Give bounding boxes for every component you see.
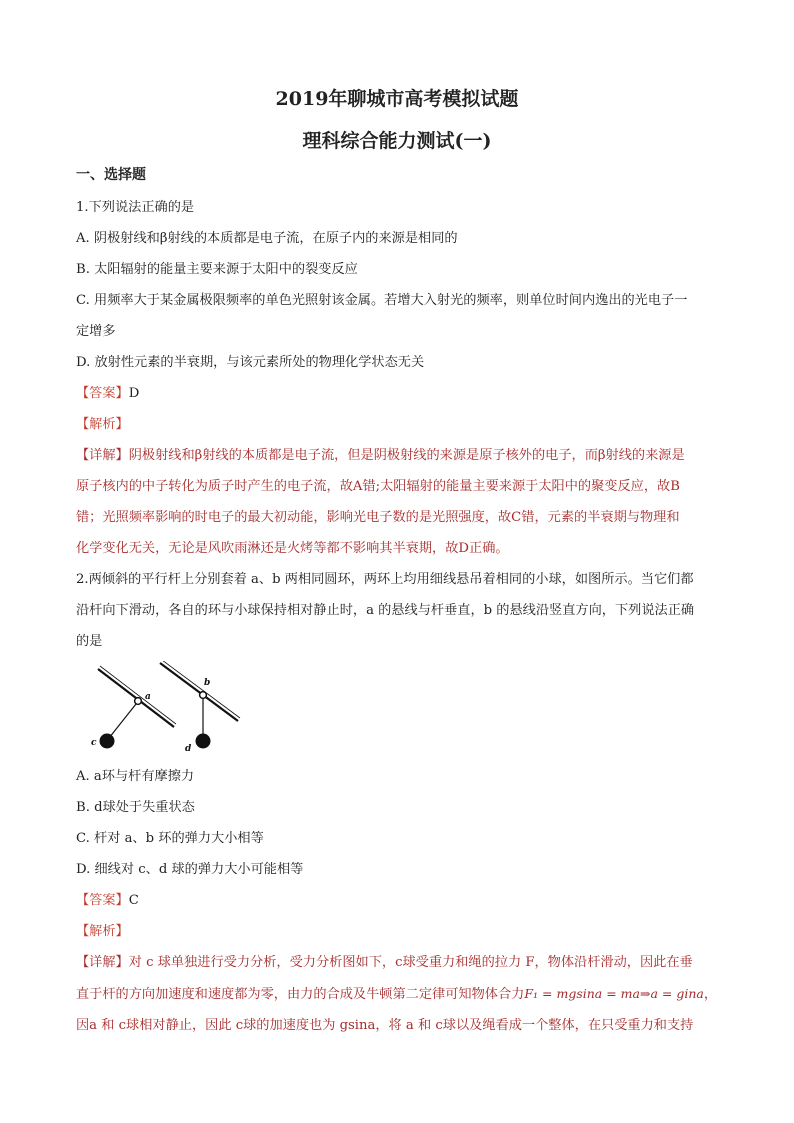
q1-answer [76, 378, 726, 409]
document-title: 2019年聊城市高考模拟试题 [275, 88, 519, 110]
q2-detail-line1: 【详解】对 c 球单独进行受力分析，受力分析图如下，c球受重力和绳的拉力 F，物体沿杆滑动，因此在垂 [76, 955, 693, 970]
q2-option-d: D. 细线对 c、d 球的弹力大小可能相等 [76, 862, 304, 877]
q2-stem-line3: 的是 [76, 634, 103, 649]
q1-stem: 1.下列说法正确的是 [76, 200, 195, 215]
q2-detail-line3: 因a 和 c球相对静止，因此 c球的加速度也为 gsina，将 a 和 c球以及绳看成一个整体，在只受重力和支持 [76, 1018, 694, 1033]
rods-rings-figure [82, 661, 242, 759]
section-heading: 一、选择题 [76, 167, 146, 183]
q1-analysis: 【解析】 [76, 417, 129, 432]
ball-d [196, 734, 211, 749]
right-rod [160, 663, 238, 721]
q2-formula: F₁ = mgsina = ma⇒a = gina [524, 986, 704, 1001]
ring-a [135, 698, 142, 705]
left-rod-edge [100, 666, 176, 724]
q2-answer-value: C [128, 893, 139, 908]
q2-option-c: C. 杆对 a、b 环的弹力大小相等 [76, 831, 264, 846]
q2-answer-key: 【答案】 [76, 893, 129, 908]
q1-option-c-line2: 定增多 [76, 324, 116, 339]
q1-answer-key: 【答案】 [76, 386, 129, 401]
q2-detail-line2-text: 直于杆的方向加速度和速度都为零，由力的合成及牛顿第二定律可知物体合力 [76, 987, 525, 1002]
q1-detail-line2: 原子核内的中子转化为质子时产生的电子流，故A错;太阳辐射的能量主要来源于太阳中的聚变反应，故B [76, 479, 680, 494]
q1-option-a: A. 阴极射线和β射线的本质都是电子流，在原子内的来源是相同的 [76, 231, 458, 246]
q1-detail-line1: 【详解】阴极射线和β射线的本质都是电子流，但是阴极射线的来源是原子核外的电子，而β射线的来源是 [76, 448, 685, 463]
q1-detail-line4: 化学变化无关，无论是风吹雨淋还是火烤等都不影响其半衰期，故D正确。 [76, 541, 509, 556]
label-d: d [185, 744, 192, 754]
q1-detail-line3: 错；光照频率影响的时电子的最大初动能，影响光电子数的是光照强度，故C错，元素的半衰期与物理和 [76, 510, 680, 525]
q2-stem-line1: 2.两倾斜的平行杆上分别套着 a、b 两相同圆环，两环上均用细线悬吊着相同的小球，如图所示。当它们都 [76, 572, 694, 587]
q2-option-b: B. d球处于失重状态 [76, 800, 195, 815]
document-body [76, 192, 726, 1041]
label-a: a [145, 692, 151, 702]
q2-stem-line2: 沿杆向下滑动，各自的环与小球保持相对静止时，a 的悬线与杆垂直，b 的悬线沿竖直方向，下列说法正确 [76, 603, 695, 618]
q2-detail-line2 [76, 978, 726, 1010]
q2-detail-line2-end: ， [703, 987, 718, 1002]
q1-option-c-line1: C. 用频率大于某金属极限频率的单色光照射该金属。若增大入射光的频率，则单位时间内逸出的光电子一 [76, 293, 688, 308]
ball-c [100, 734, 115, 749]
q1-answer-value: D [128, 386, 140, 401]
q2-option-a: A. a环与杆有摩擦力 [76, 769, 195, 784]
q1-option-d: D. 放射性元素的半衰期，与该元素所处的物理化学状态无关 [76, 355, 425, 370]
label-b: b [204, 678, 211, 688]
q2-answer [76, 885, 726, 916]
label-c: c [91, 738, 97, 748]
q2-analysis: 【解析】 [76, 924, 129, 939]
right-rod-edge [162, 661, 240, 718]
thread-a [109, 704, 136, 738]
ring-b [200, 692, 207, 699]
q1-option-b: B. 太阳辐射的能量主要来源于太阳中的裂变反应 [76, 262, 358, 277]
document-subtitle: 理科综合能力测试(一) [302, 130, 492, 152]
